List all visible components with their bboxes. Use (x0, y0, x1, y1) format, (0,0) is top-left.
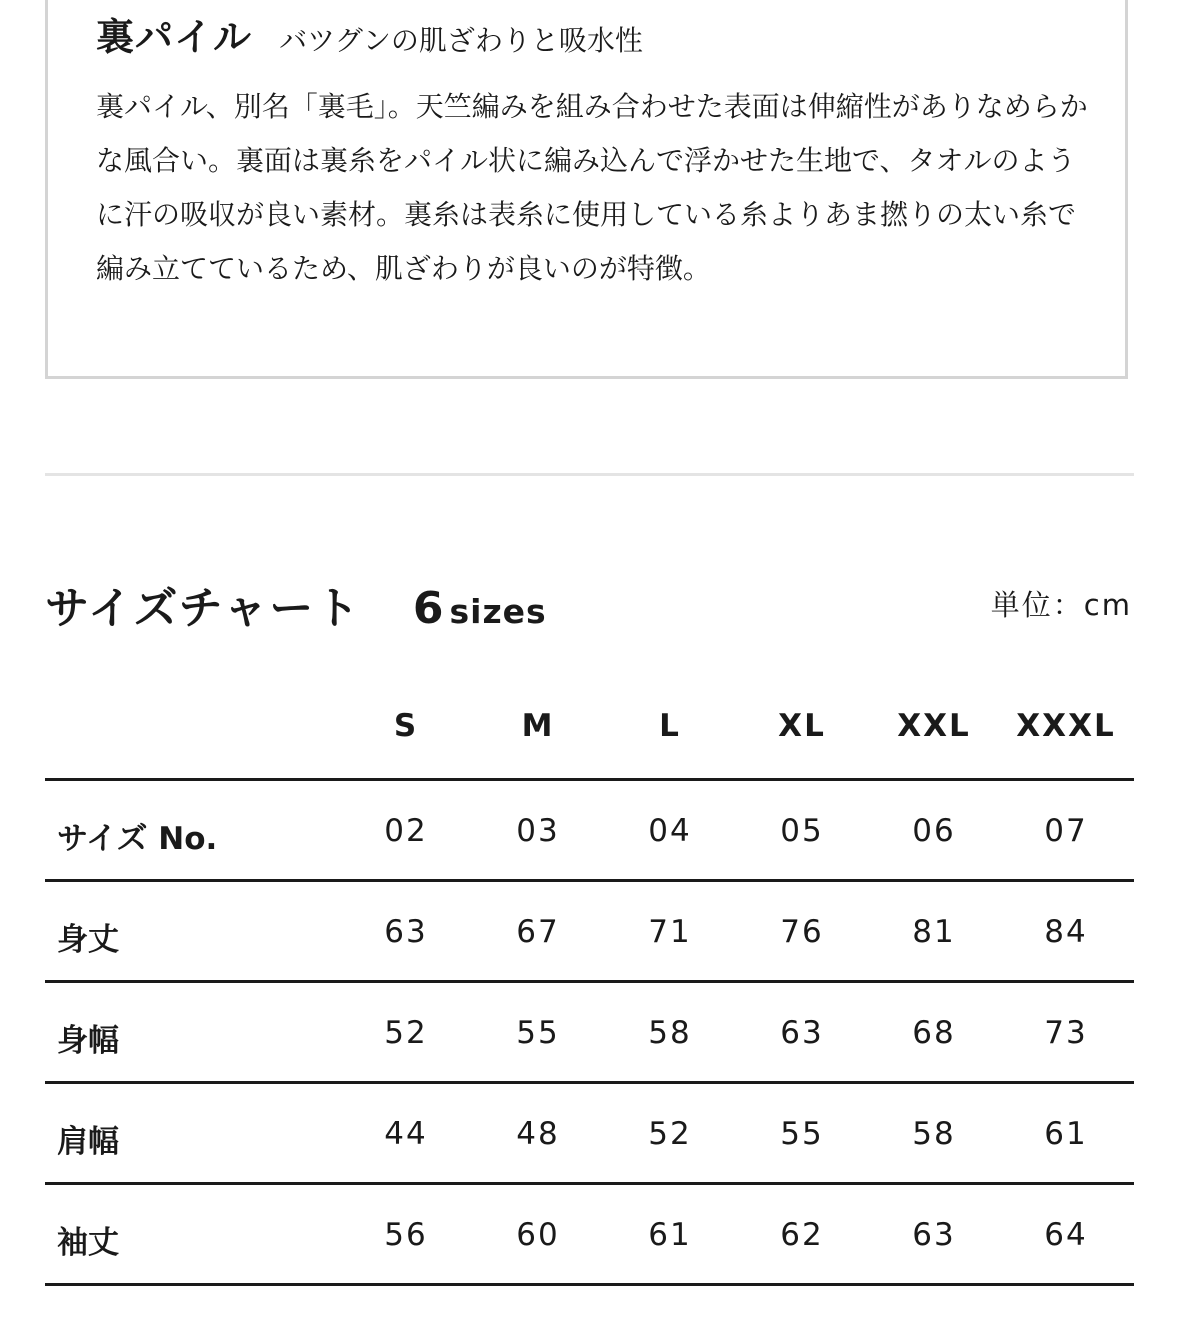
table-cell: 48 (516, 1116, 560, 1152)
row-shoulder-width (45, 1081, 1134, 1182)
table-cell: 05 (780, 813, 824, 849)
table-cell: 64 (1044, 1217, 1088, 1253)
table-cell: 03 (516, 813, 560, 849)
table-cell: 73 (1044, 1015, 1088, 1051)
table-cell: 58 (648, 1015, 692, 1051)
table-cell: 71 (648, 914, 692, 950)
table-cell: 44 (384, 1116, 428, 1152)
size-chart-table (45, 778, 1134, 1286)
table-cell: 63 (384, 914, 428, 950)
table-cell: 58 (912, 1116, 956, 1152)
material-heading (96, 6, 643, 61)
table-cell: 63 (780, 1015, 824, 1051)
row-label: 身丈 (57, 922, 119, 958)
table-cell: 55 (780, 1116, 824, 1152)
row-size-number (45, 778, 1134, 879)
row-body-width (45, 980, 1134, 1081)
size-count-number: 6 (412, 583, 444, 634)
table-cell: 67 (516, 914, 560, 950)
table-cell: 63 (912, 1217, 956, 1253)
table-cell: 56 (384, 1217, 428, 1253)
table-cell: 61 (1044, 1116, 1088, 1152)
table-cell: 55 (516, 1015, 560, 1051)
table-cell: 52 (384, 1015, 428, 1051)
row-label: 身幅 (57, 1023, 119, 1059)
table-cell: 52 (648, 1116, 692, 1152)
table-cell: 76 (780, 914, 824, 950)
table-cell: 07 (1044, 813, 1088, 849)
unit-label: 単位：cm (990, 588, 1132, 622)
row-sleeve-length (45, 1182, 1134, 1286)
row-label: 肩幅 (57, 1124, 119, 1160)
size-header-s: S (393, 708, 419, 744)
material-tagline: バツグンの肌ざわりと吸水性 (279, 24, 643, 57)
size-header-l: L (659, 708, 681, 744)
material-description: 裏パイル、別名「裏毛」。天竺編みを組み合わせた表面は伸縮性がありなめらかな風合い。裏面は裏糸をパイル状に編み込んで浮かせた生地で、タオルのように汗の吸収が良い素材。裏糸は表糸に使用している糸よりあま撚りの太い糸で編み立てているため、肌ざわりが良いのが特徴。 (96, 90, 1088, 285)
size-header-xxxl: XXXL (1016, 708, 1116, 744)
material-info-box (45, 0, 1128, 379)
material-name: 裏パイル (96, 15, 253, 59)
size-header-xl: XL (778, 708, 826, 744)
size-count-unit: sizes (449, 592, 547, 631)
table-cell: 81 (912, 914, 956, 950)
table-cell: 84 (1044, 914, 1088, 950)
row-label: 袖丈 (57, 1225, 119, 1261)
table-cell: 04 (648, 813, 692, 849)
table-cell: 68 (912, 1015, 956, 1051)
size-header-xxl: XXL (897, 708, 971, 744)
table-cell: 02 (384, 813, 428, 849)
row-label: サイズ No. (57, 821, 218, 857)
size-count (413, 583, 547, 634)
size-chart-heading (45, 572, 547, 636)
table-cell: 60 (516, 1217, 560, 1253)
section-divider (45, 473, 1134, 476)
size-header-m: M (521, 708, 555, 744)
table-cell: 61 (648, 1217, 692, 1253)
row-body-length (45, 879, 1134, 980)
table-cell: 06 (912, 813, 956, 849)
size-header-row (45, 708, 1134, 756)
table-cell: 62 (780, 1217, 824, 1253)
size-chart-title: サイズチャート (45, 583, 362, 634)
